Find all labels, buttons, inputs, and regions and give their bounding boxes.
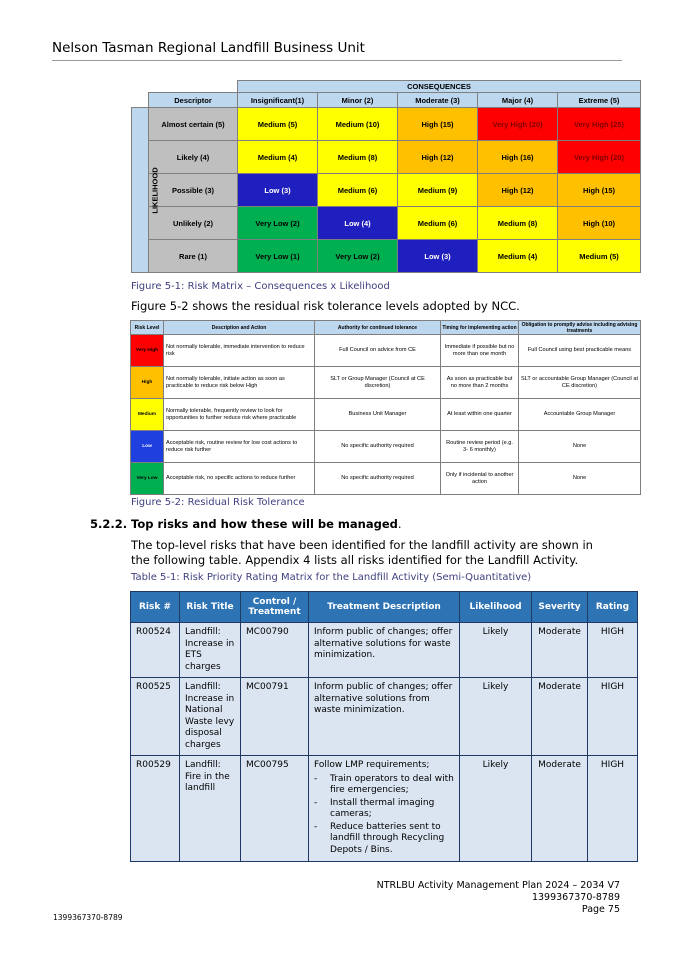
matrix-cell: Low (3) xyxy=(398,240,478,273)
matrix-col-header: Minor (2) xyxy=(318,93,398,108)
section-title-period: . xyxy=(397,517,402,531)
matrix-row-label: Unlikely (2) xyxy=(149,207,238,240)
section-paragraph: The top-level risks that have been identified for the landfill activity are shown in the following table. Appendix 4 lists all risks identified for the Landfill Activity. xyxy=(131,538,593,567)
matrix-cell: Medium (8) xyxy=(478,207,558,240)
matrix-cell: Very Low (1) xyxy=(238,240,318,273)
rating-cell: HIGH xyxy=(588,623,638,678)
matrix-row xyxy=(132,141,641,174)
tolerance-row xyxy=(131,463,641,495)
tolerance-description: Acceptable risk, no specific actions to reduce further xyxy=(164,463,315,495)
tolerance-obligation: None xyxy=(519,463,641,495)
risk-title-cell: Landfill: Fire in the landfill xyxy=(180,756,241,862)
risk-title-cell: Landfill: Increase in National Waste levy disposal charges xyxy=(180,678,241,756)
tolerance-row xyxy=(131,367,641,399)
matrix-col-header: Major (4) xyxy=(478,93,558,108)
matrix-row-label: Likely (4) xyxy=(149,141,238,174)
risk-level-cell: Very Low xyxy=(131,463,164,495)
risk-level-cell: Medium xyxy=(131,399,164,431)
tolerance-col-header: Authority for continued tolerance xyxy=(315,321,441,335)
tolerance-authority: No specific authority required xyxy=(315,431,441,463)
risk-title-cell: Landfill: Increase in ETS charges xyxy=(180,623,241,678)
treatment-bullet: - Train operators to deal with fire emergencies; xyxy=(314,774,454,797)
matrix-col-header: Insignificant(1) xyxy=(238,93,318,108)
matrix-row-label: Almost certain (5) xyxy=(149,108,238,141)
tolerance-timing: At least within one quarter xyxy=(441,399,519,431)
matrix-cell: Low (4) xyxy=(318,207,398,240)
treatment-description-text: Inform public of changes; offer alternative solutions for waste minimization. xyxy=(314,627,453,660)
matrix-cell: Medium (6) xyxy=(398,207,478,240)
matrix-cell: Medium (4) xyxy=(478,240,558,273)
tolerance-description: Not normally tolerable, immediate intervention to reduce risk xyxy=(164,335,315,367)
figure-5-2-caption: Figure 5-2: Residual Risk Tolerance xyxy=(131,497,305,508)
figure-5-1-caption: Figure 5-1: Risk Matrix – Consequences x Likelihood xyxy=(131,281,390,292)
tolerance-obligation: Full Council using best practicable means xyxy=(519,335,641,367)
tolerance-description: Not normally tolerable, initiate action as soon as practicable to reduce risk below High xyxy=(164,367,315,399)
risk-table-body xyxy=(131,623,638,862)
control-cell: MC00791 xyxy=(241,678,309,756)
section-title-text: Top risks and how these will be managed xyxy=(131,517,398,531)
matrix-cell: High (15) xyxy=(558,174,641,207)
severity-cell: Moderate xyxy=(532,756,588,862)
tolerance-row xyxy=(131,399,641,431)
risk-table-col-header: Control / Treatment xyxy=(241,592,309,623)
matrix-cell: Medium (5) xyxy=(558,240,641,273)
header-divider xyxy=(52,60,622,61)
matrix-row xyxy=(132,240,641,273)
matrix-row xyxy=(132,174,641,207)
footer-doc-number: 1399367370-8789 xyxy=(531,892,620,903)
tolerance-col-header: Timing for implementing action xyxy=(441,321,519,335)
matrix-col-header: Extreme (5) xyxy=(558,93,641,108)
tolerance-timing: Routine review period (e.g. 3- 6 monthly) xyxy=(441,431,519,463)
document-id: 1399367370-8789 xyxy=(53,913,123,922)
footer xyxy=(377,880,620,916)
tolerance-col-header: Obligation to promptly advise including advising treatments xyxy=(519,321,641,335)
likelihood-label-text: LIKELIHOOD xyxy=(150,166,160,214)
matrix-cell: High (10) xyxy=(558,207,641,240)
risk-table-col-header: Risk # xyxy=(131,592,180,623)
table-5-1-caption: Table 5-1: Risk Priority Rating Matrix for the Landfill Activity (Semi-Quantitative) xyxy=(131,572,532,583)
tolerance-authority: Full Council on advice from CE xyxy=(315,335,441,367)
section-number: 5.2.2. xyxy=(90,517,128,531)
footer-plan-title: NTRLBU Activity Management Plan 2024 – 2034 V7 xyxy=(376,880,620,891)
risk-id-cell: R00525 xyxy=(131,678,180,756)
tolerance-authority: Business Unit Manager xyxy=(315,399,441,431)
severity-cell: Moderate xyxy=(532,623,588,678)
treatment-bullet: - Install thermal imaging cameras; xyxy=(314,798,454,821)
tolerance-obligation: None xyxy=(519,431,641,463)
matrix-row xyxy=(132,207,641,240)
tolerance-body xyxy=(131,335,641,495)
risk-level-cell: Low xyxy=(131,431,164,463)
risk-table-col-header: Treatment Description xyxy=(309,592,460,623)
treatment-bullet-list xyxy=(314,774,454,857)
treatment-description-cell xyxy=(309,623,460,678)
matrix-cell: High (12) xyxy=(478,174,558,207)
treatment-description-text: Follow LMP requirements; xyxy=(314,760,430,770)
table-row xyxy=(131,756,638,862)
section-title xyxy=(131,517,402,531)
treatment-description-cell xyxy=(309,678,460,756)
tolerance-authority: SLT or Group Manager (Council at CE discretion) xyxy=(315,367,441,399)
table-row xyxy=(131,678,638,756)
matrix-cell: Medium (5) xyxy=(238,108,318,141)
matrix-cell: Medium (8) xyxy=(318,141,398,174)
tolerance-timing: As soon as practicable but no more than 2 months xyxy=(441,367,519,399)
tolerance-obligation: SLT or accountable Group Manager (Council at CE discretion) xyxy=(519,367,641,399)
tolerance-col-header: Description and Action xyxy=(164,321,315,335)
intro-paragraph: Figure 5-2 shows the residual risk tolerance levels adopted by NCC. xyxy=(131,299,520,313)
matrix-cell: Medium (6) xyxy=(318,174,398,207)
matrix-row xyxy=(132,108,641,141)
matrix-cell: Very High (25) xyxy=(558,108,641,141)
risk-level-cell: Very High xyxy=(131,335,164,367)
matrix-cell: Very High (20) xyxy=(558,141,641,174)
tolerance-row xyxy=(131,335,641,367)
tolerance-authority: No specific authority required xyxy=(315,463,441,495)
risk-priority-table xyxy=(130,591,637,862)
risk-table-col-header: Severity xyxy=(532,592,588,623)
likelihood-cell: Likely xyxy=(460,678,532,756)
severity-cell: Moderate xyxy=(532,678,588,756)
consequences-header: CONSEQUENCES xyxy=(238,81,641,93)
rating-cell: HIGH xyxy=(588,756,638,862)
treatment-bullet: - Reduce batteries sent to landfill through Recycling Depots / Bins. xyxy=(314,822,454,857)
matrix-cell: Very Low (2) xyxy=(318,240,398,273)
matrix-cell: High (15) xyxy=(398,108,478,141)
likelihood-cell: Likely xyxy=(460,756,532,862)
matrix-row-label: Possible (3) xyxy=(149,174,238,207)
control-cell: MC00790 xyxy=(241,623,309,678)
matrix-cell: Very Low (2) xyxy=(238,207,318,240)
treatment-description-cell xyxy=(309,756,460,862)
tolerance-col-header: Risk Level xyxy=(131,321,164,335)
risk-id-cell: R00524 xyxy=(131,623,180,678)
matrix-cell: Very High (20) xyxy=(478,108,558,141)
matrix-body xyxy=(132,108,641,273)
matrix-cell: High (12) xyxy=(398,141,478,174)
likelihood-cell: Likely xyxy=(460,623,532,678)
descriptor-header: Descriptor xyxy=(149,93,238,108)
tolerance-row xyxy=(131,431,641,463)
page-header-title: Nelson Tasman Regional Landfill Business Unit xyxy=(52,40,365,56)
matrix-cell: Medium (4) xyxy=(238,141,318,174)
table-row xyxy=(131,623,638,678)
control-cell: MC00795 xyxy=(241,756,309,862)
matrix-cell: Medium (10) xyxy=(318,108,398,141)
risk-id-cell: R00529 xyxy=(131,756,180,862)
risk-matrix xyxy=(131,80,640,270)
tolerance-timing: Immediate if possible but no more than one month xyxy=(441,335,519,367)
risk-table-col-header: Likelihood xyxy=(460,592,532,623)
tolerance-obligation: Accountable Group Manager xyxy=(519,399,641,431)
likelihood-label xyxy=(132,108,160,273)
risk-table-col-header: Risk Title xyxy=(180,592,241,623)
matrix-cell: High (16) xyxy=(478,141,558,174)
footer-page-number: Page 75 xyxy=(581,904,620,915)
matrix-row-label: Rare (1) xyxy=(149,240,238,273)
risk-table-col-header: Rating xyxy=(588,592,638,623)
matrix-cell: Low (3) xyxy=(238,174,318,207)
tolerance-description: Normally tolerable, frequently review to look for opportunities to further reduce risk where practicable xyxy=(164,399,315,431)
matrix-col-header: Moderate (3) xyxy=(398,93,478,108)
tolerance-timing: Only if incidental to another action xyxy=(441,463,519,495)
risk-level-cell: High xyxy=(131,367,164,399)
residual-risk-tolerance-table xyxy=(130,320,640,490)
matrix-cell: Medium (9) xyxy=(398,174,478,207)
tolerance-description: Acceptable risk, routine review for low cost actions to reduce risk further xyxy=(164,431,315,463)
treatment-description-text: Inform public of changes; offer alternative solutions from waste minimization. xyxy=(314,682,453,715)
rating-cell: HIGH xyxy=(588,678,638,756)
